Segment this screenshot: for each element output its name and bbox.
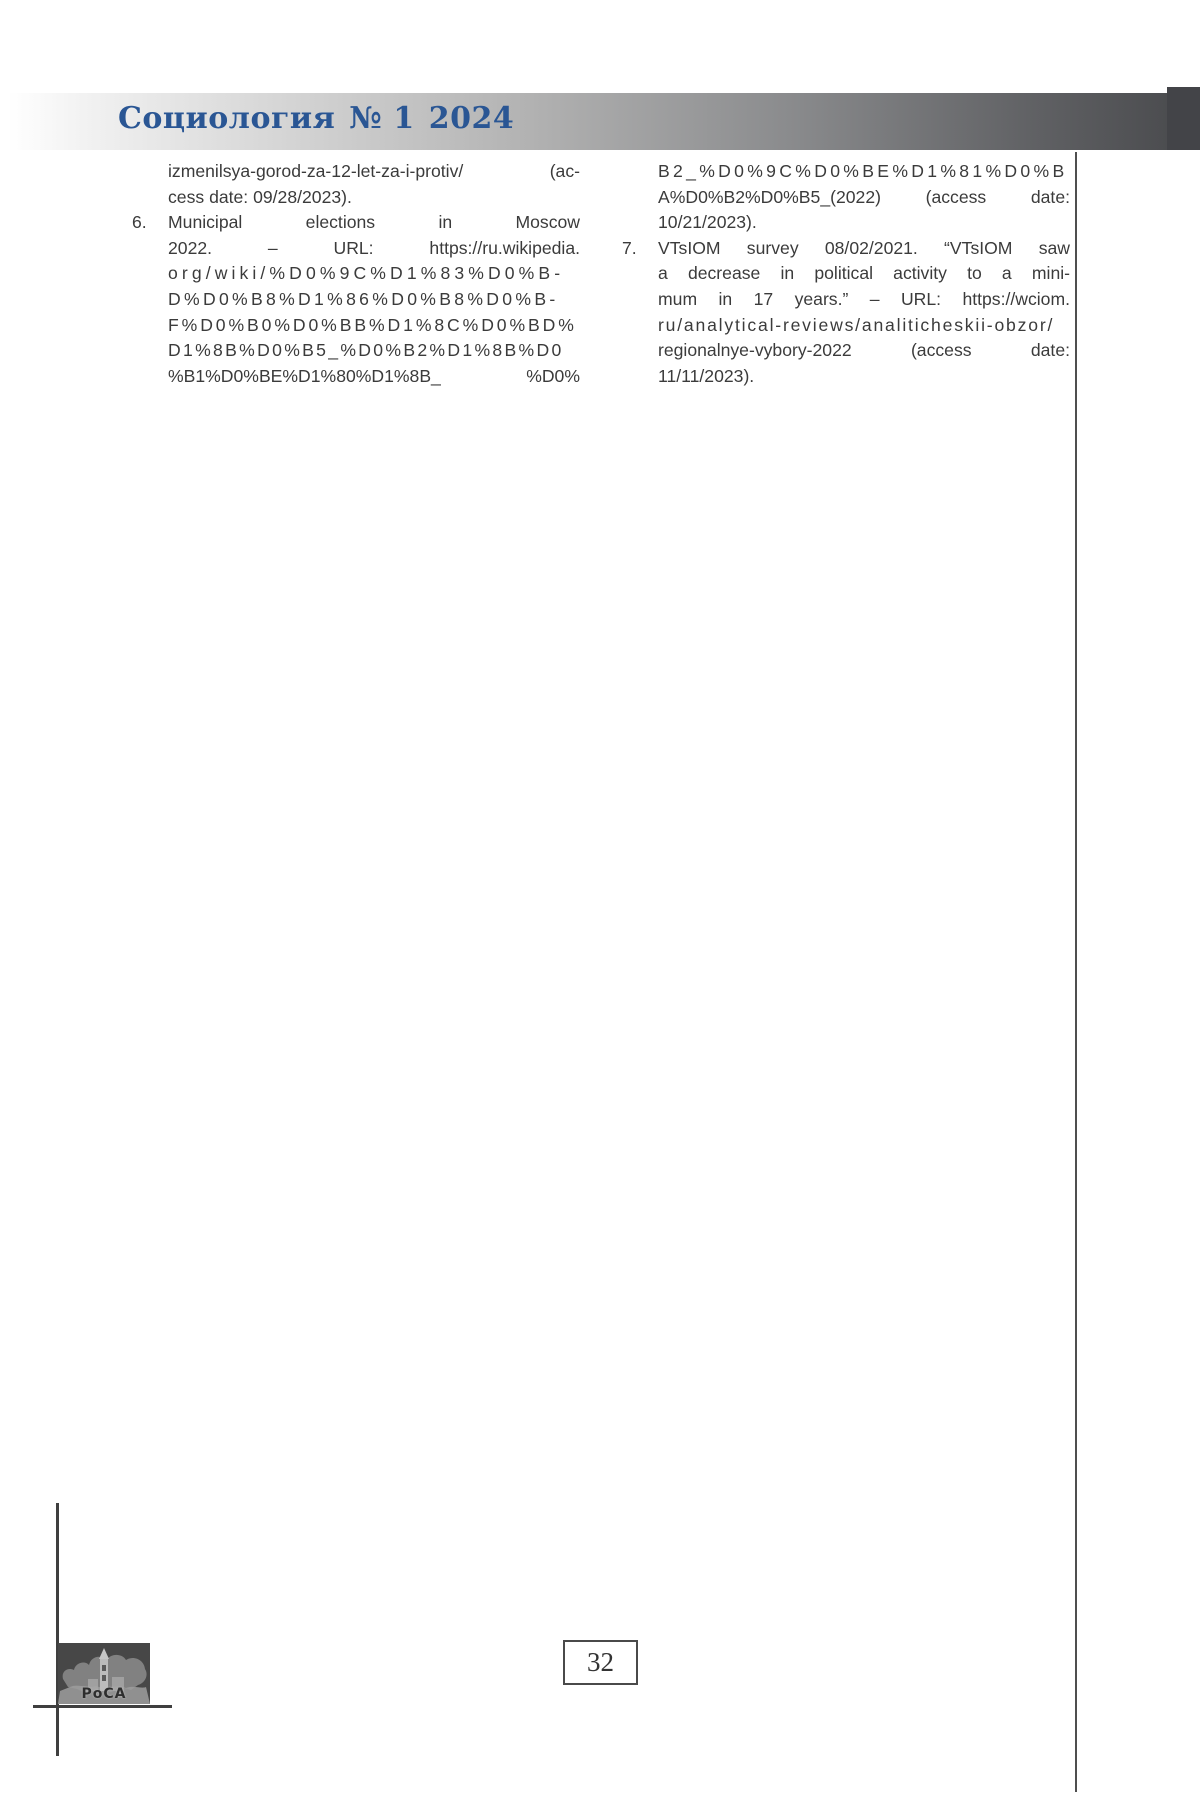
reference-line: mum in 17 years.” – URL: https://wciom. (658, 288, 1070, 309)
journal-title (118, 101, 514, 136)
reference-line: regionalnye-vybory-2022 (access date: (658, 340, 1070, 361)
reference-line: F%D0%B0%D0%BB%D1%8C%D0%BD% (168, 314, 577, 335)
page-number: 32 (587, 1647, 614, 1677)
reference-line: cess date: 09/28/2023). (168, 186, 352, 207)
journal-issue: № 1 (349, 101, 415, 136)
reference-line: a decrease in political activity to a mini- (658, 263, 1070, 284)
rosa-logo (58, 1643, 150, 1704)
reference-line: ru/analytical-reviews/analiticheskii-obzor/ (658, 314, 1055, 335)
page-number-box (563, 1640, 638, 1685)
reference-line: 2022. – URL: https://ru.wikipedia. (168, 237, 580, 258)
reference-line: 6. Municipal elections in Moscow (168, 210, 580, 236)
footer-vertical-rule (56, 1503, 59, 1756)
reference-number: 7. (622, 237, 637, 258)
reference-line: %B1%D0%BE%D1%80%D1%8B_ %D0% (168, 365, 580, 386)
reference-line: D1%8B%D0%B5_%D0%B2%D1%8B%D0 (168, 340, 564, 361)
reference-line: A%D0%B2%D0%B5_(2022) (access date: (658, 186, 1070, 207)
references-left-column (132, 159, 580, 389)
reference-line: 11/11/2023). (658, 365, 755, 386)
journal-year: 2024 (428, 101, 515, 136)
reference-line: org/wiki/%D0%9C%D1%83%D0%B- (168, 263, 565, 284)
reference-line: 10/21/2023). (658, 212, 757, 233)
right-margin-rule (1075, 152, 1077, 1792)
references-right-column (622, 159, 1070, 389)
reference-line: B2_%D0%9C%D0%BE%D1%81%D0%B (658, 161, 1068, 181)
reference-line: D%D0%B8%D1%86%D0%B8%D0%B- (168, 288, 559, 309)
reference-line: izmenilsya-gorod-za-12-let-za-i-protiv/ (ac- (168, 161, 580, 181)
reference-line: 7. VTsIOM survey 08/02/2021. “VTsIOM saw (658, 236, 1070, 262)
footer-horizontal-rule (33, 1705, 172, 1708)
header-corner-block (1167, 87, 1200, 150)
rosa-logo-caption: РоСА (81, 1686, 127, 1702)
reference-number: 6. (132, 212, 147, 233)
journal-name: Социология (118, 101, 336, 136)
